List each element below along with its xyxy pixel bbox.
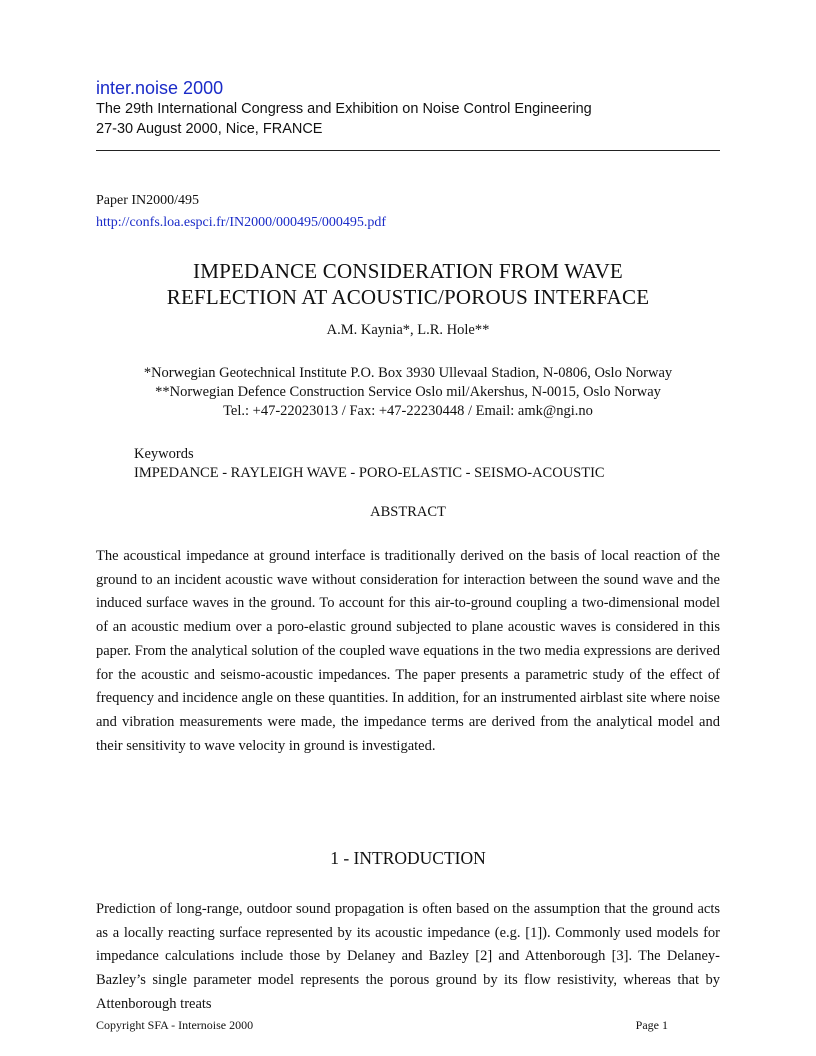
authors: A.M. Kaynia*, L.R. Hole** [326,322,490,338]
affiliation-1: *Norwegian Geotechnical Institute P.O. Box 3930 Ullevaal Stadion, N-0806, Oslo Norway [143,365,673,381]
keywords-heading: Keywords [134,446,194,462]
paper-url-link[interactable]: http://confs.loa.espci.fr/IN2000/000495/000495.pdf [96,215,387,230]
title-line-1: IMPEDANCE CONSIDERATION FROM WAVE [193,259,623,283]
abstract-text: The acoustical impedance at ground interface is traditionally derived on the basis of local reaction of the ground to an incident acoustic wave without consideration for interaction between the sound wave and the induced surface waves in the ground. To account for this air-to-ground coupling a two-dimensional model of an acoustic medium over a poro-elastic ground subjected to plane acoustic waves is considered in this paper. From the analytical solution of the coupled wave equations in the two media expressions are derived for the acoustic and seismo-acoustic impedances. The paper presents a parametric study of the effect of frequency and incidence angle on these quantities. In addition, for an instrumented airblast site where noise and vibration measurements were made, the impedance terms are derived from the analytical model and their sensitivity to wave velocity in ground is investigated. [96,548,720,754]
footer-page-number: Page 1 [635,1018,668,1032]
paper-id: Paper IN2000/495 [96,193,200,208]
contact-info: Tel.: +47-22023013 / Fax: +47-22230448 / Email: amk@ngi.no [223,403,593,419]
paper-title [96,258,720,310]
footer-copyright: Copyright SFA - Internoise 2000 [96,1018,254,1032]
introduction-text: Prediction of long-range, outdoor sound propagation is often based on the assumption that the ground acts as a locally reacting surface represented by its acoustic impedance (e.g. [1]). Commonly used models for impedance calculations include those by Delaney and Bazley [2] and Attenborough [3]. The Delaney-Bazley’s single parameter model represents the porous ground by its flow resistivity, whereas that by Attenborough treats [96,901,720,1012]
introduction-heading: 1 - INTRODUCTION [330,848,486,868]
abstract-heading: ABSTRACT [370,504,446,520]
conference-name: inter.noise 2000 [96,78,224,98]
conference-dates-location: 27-30 August 2000, Nice, FRANCE [96,121,323,137]
title-line-2: REFLECTION AT ACOUSTIC/POROUS INTERFACE [166,285,650,309]
conference-full-title: The 29th International Congress and Exhibition on Noise Control Engineering [96,101,592,117]
header-divider [96,150,720,151]
keywords-list: IMPEDANCE - RAYLEIGH WAVE - PORO-ELASTIC - SEISMO-ACOUSTIC [134,465,605,481]
affiliation-2: **Norwegian Defence Construction Service Oslo mil/Akershus, N-0015, Oslo Norway [155,384,661,400]
